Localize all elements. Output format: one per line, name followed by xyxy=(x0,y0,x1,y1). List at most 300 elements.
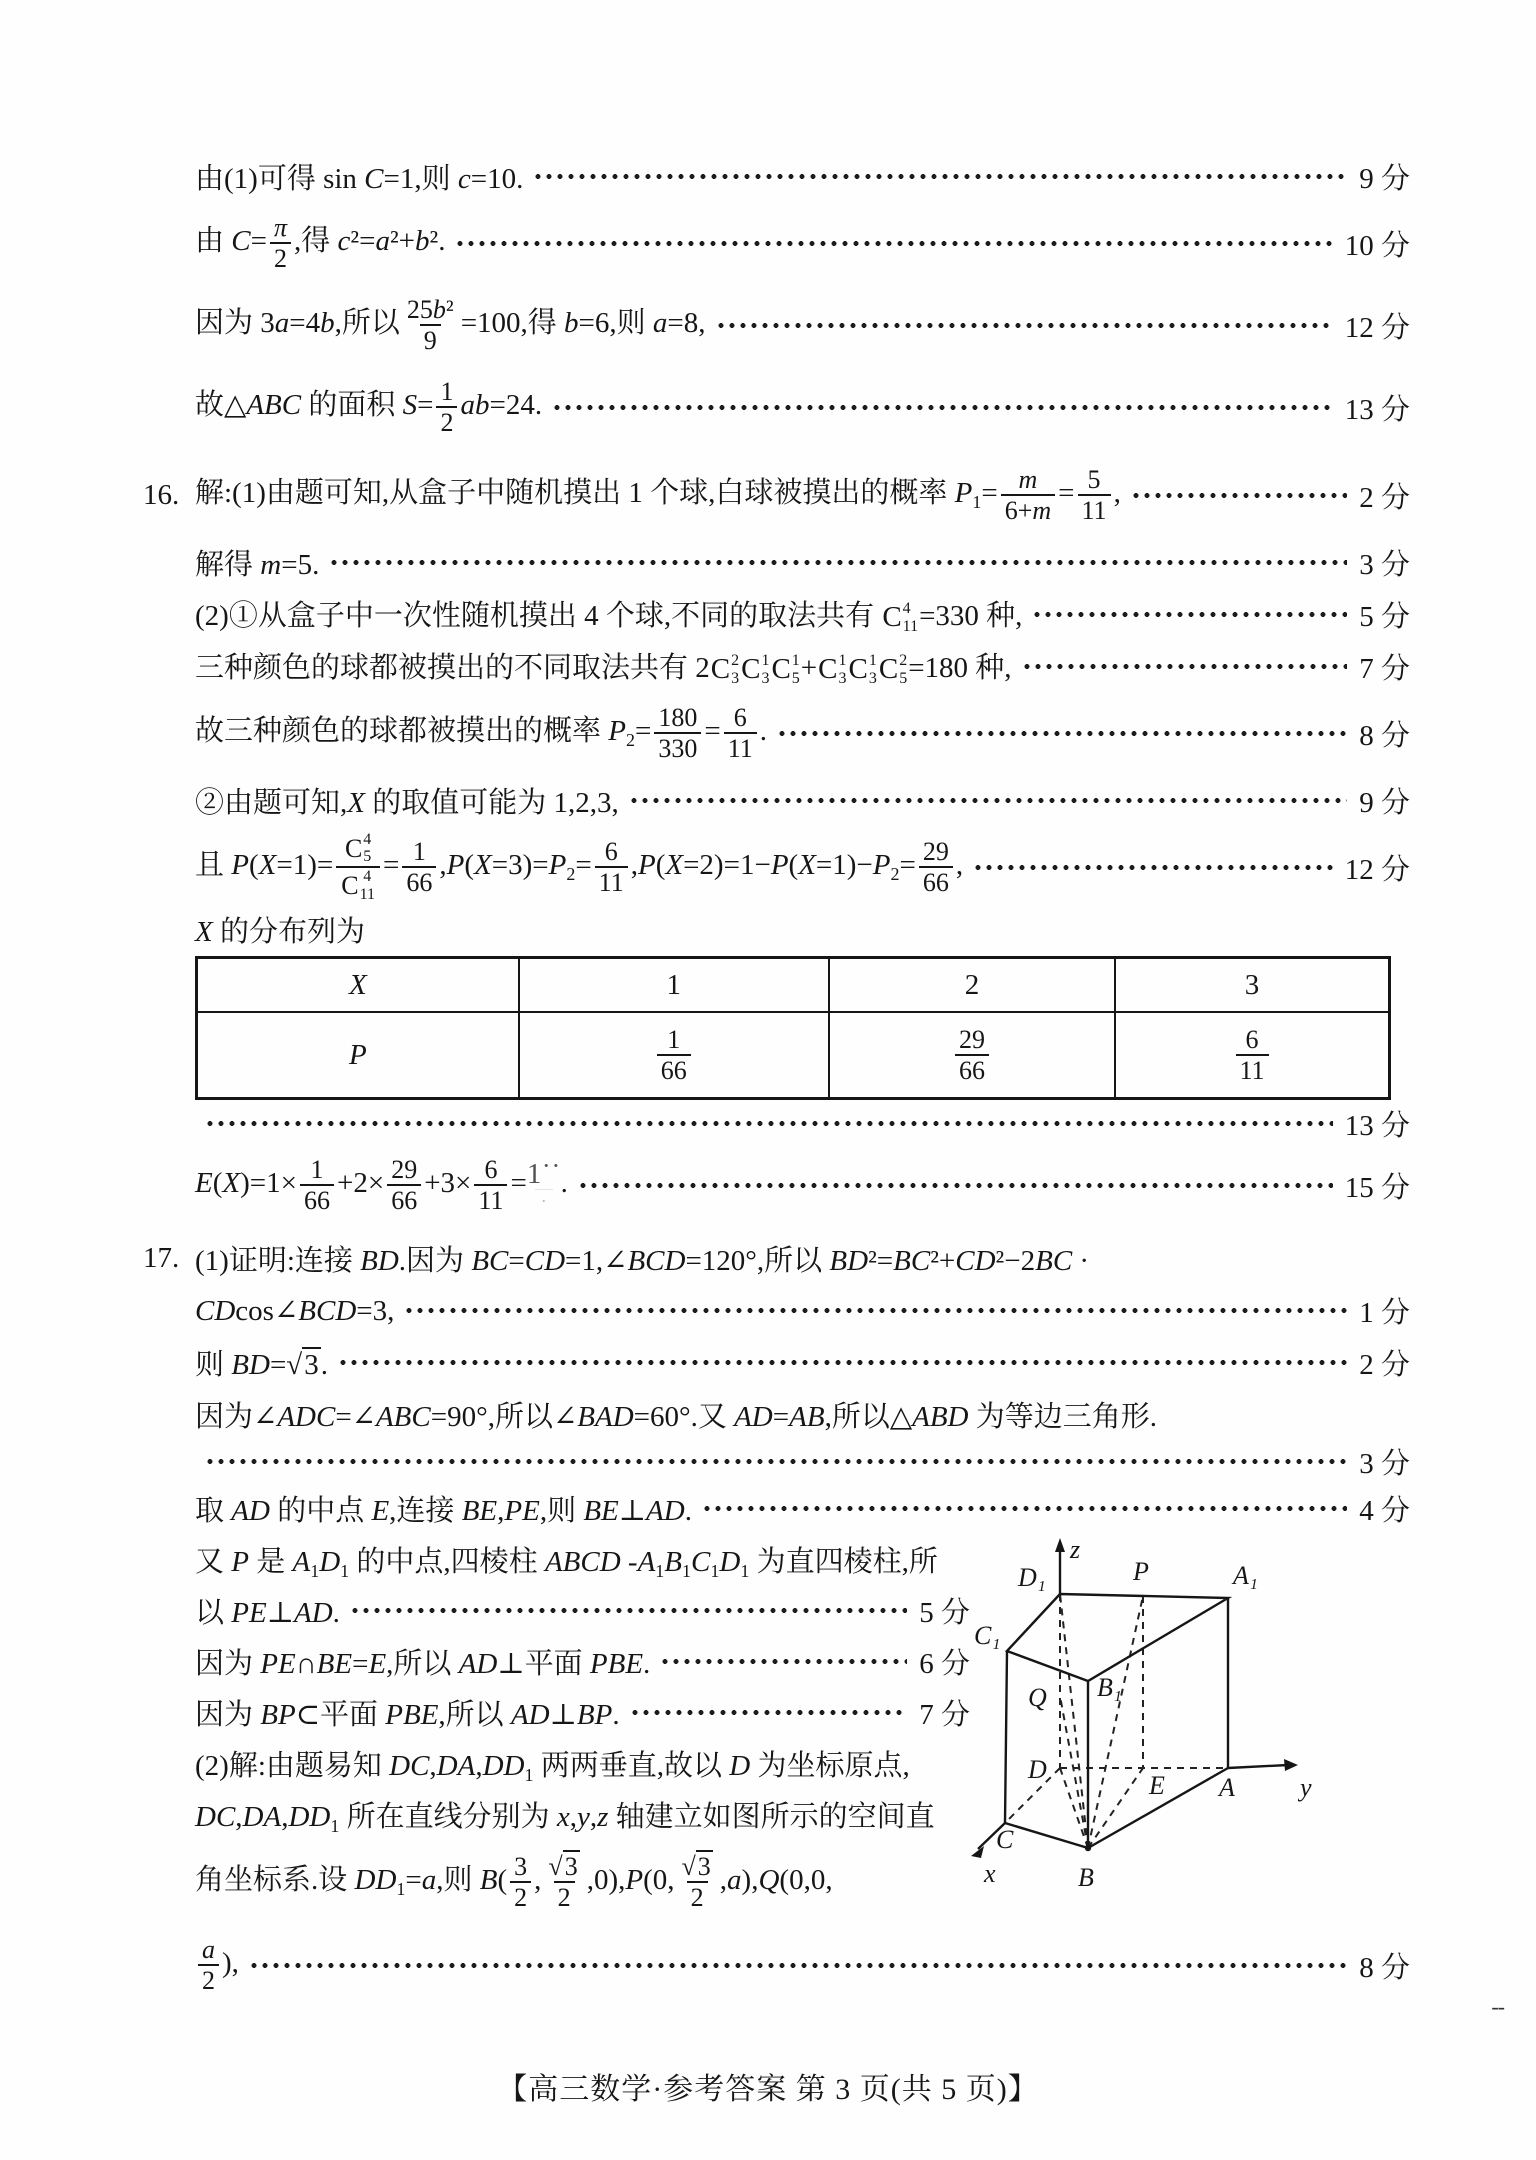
line-text: $DC,DA,DD_1$ 所在直线分别为 x,y,z 轴建立如图所示的空间直 xyxy=(195,1801,935,1836)
line-text: 三种颜色的球都被摸出的不同取法共有 2 C 2 3 C 1 3 C 1 5 + C 1 3 C 1 3 C 2 5 =180 种, xyxy=(195,651,1012,687)
line-text: 因为 3a=4b,所以 $\frac{\text{25b²}}{9}$ =100,得 b=6,则 a=8, xyxy=(195,294,706,355)
line-text: 因为 PE∩BE=E,所以 AD⊥平面 PBE. xyxy=(195,1648,651,1680)
answer-line xyxy=(195,908,1410,950)
subscript: 1 xyxy=(972,491,982,512)
fraction-numerator: 1 xyxy=(412,836,426,866)
math-var: ABC xyxy=(246,388,302,421)
dotted-leader xyxy=(552,403,1333,412)
subscript: 1 xyxy=(682,1561,692,1581)
fraction-denominator: 2 xyxy=(436,406,457,437)
question-number: 17. xyxy=(143,1241,180,1274)
fraction-numerator: 1 xyxy=(667,1024,681,1054)
fraction xyxy=(474,1155,507,1215)
vertex-label-c1: C₁ xyxy=(974,1621,1001,1650)
math-var: P xyxy=(954,476,973,509)
fraction-numerator: 1 xyxy=(440,376,454,406)
answer-line xyxy=(195,1144,1410,1226)
math-var: AD xyxy=(734,1400,773,1433)
combination-symbol: C 4 5 xyxy=(344,830,372,866)
math-var: DD xyxy=(288,1801,331,1833)
math-var: a xyxy=(202,1934,215,1964)
dotted-leader xyxy=(702,1504,1347,1513)
fraction-denominator: 11 xyxy=(595,866,628,897)
answer-line xyxy=(195,1585,970,1636)
dotted-leader xyxy=(1032,610,1347,619)
score-label: 10 分 xyxy=(1344,229,1410,262)
line-text: (2)解:由题易知 $DC,DA,DD_1$ 两两垂直,故以 D 为坐标原点, xyxy=(195,1750,910,1785)
score-label: 1 分 xyxy=(1359,1296,1410,1329)
fraction-denominator: 2 xyxy=(270,242,291,273)
math-var: BC xyxy=(471,1244,509,1277)
subscript: 1 xyxy=(740,1561,750,1581)
math-var: P xyxy=(231,1546,249,1578)
dotted-leader xyxy=(249,1961,1347,1970)
fraction xyxy=(654,703,701,763)
line-text: E(X)=1× $\frac{1}{66}$ +2× $\frac{29}{66}$ +3× $\frac{6}{11}$ = 1˙˙ · . xyxy=(195,1154,568,1215)
fraction-denominator xyxy=(336,866,380,903)
math-var: X xyxy=(348,968,367,1001)
math-var: y xyxy=(577,1801,590,1833)
dotted-leader xyxy=(716,321,1333,330)
line-text: 由(1)可得 sin C=1,则 c=10. xyxy=(195,162,524,195)
table-cell: 1 xyxy=(519,958,829,1013)
score-label: 5 分 xyxy=(919,1597,970,1629)
fraction-denominator: 2 xyxy=(554,1881,575,1912)
math-var: C xyxy=(231,224,251,257)
question-number: 16. xyxy=(143,478,180,511)
math-var: E xyxy=(368,1648,387,1680)
math-var: X xyxy=(665,848,684,881)
vertex-label-b: B xyxy=(1078,1863,1094,1892)
score-label: 12 分 xyxy=(1344,853,1410,886)
dotted-leader xyxy=(329,558,1347,567)
vertex-label-a1: A₁ xyxy=(1233,1561,1258,1590)
line-text: 且 P(X=1)= C 4 5 C 4 11 = $\frac{1}{66}$ $,P(X=3)=P_2=$ $\frac{6}{11}$ $,P(X=2)=1-P(X=1)-P_2=$ $\frac{29}{66}$ , xyxy=(195,830,964,903)
math-var: X xyxy=(347,786,365,819)
math-var: DC xyxy=(195,1801,236,1833)
score-label: 6 分 xyxy=(919,1648,970,1680)
math-var: PBE xyxy=(589,1648,644,1680)
vertex-label-q: Q xyxy=(1028,1683,1047,1712)
fraction-denominator: 2 xyxy=(687,1881,708,1912)
fraction-numerator: 29 xyxy=(922,836,949,866)
math-var: BC xyxy=(893,1244,931,1277)
subscript: 2 xyxy=(566,863,576,884)
math-var: A xyxy=(637,1546,656,1578)
vertex-label-c: C xyxy=(996,1825,1014,1854)
axis-label-x: x xyxy=(984,1859,996,1888)
math-var: P xyxy=(770,848,789,881)
math-var: c xyxy=(457,162,471,195)
math-var: AD xyxy=(458,1648,498,1680)
corner-mark: -- xyxy=(1491,1994,1504,2019)
answer-line xyxy=(195,1482,1410,1534)
math-var: PE xyxy=(260,1648,296,1680)
math-var: π xyxy=(273,212,287,242)
subscript: 1 xyxy=(310,1561,320,1581)
fraction-denominator: 11 xyxy=(724,732,757,763)
smudged-value: 1˙˙ · xyxy=(526,1158,561,1211)
math-var: a xyxy=(727,1863,742,1896)
x-axis-arrow xyxy=(971,1846,984,1858)
answer-line xyxy=(195,1738,970,1789)
table-row xyxy=(197,1012,1390,1099)
vertex-label-d: D xyxy=(1028,1755,1047,1784)
math-var: PE xyxy=(504,1494,540,1527)
math-var: BD xyxy=(360,1244,399,1277)
math-var: X xyxy=(798,848,816,881)
question-line xyxy=(143,1232,1410,1284)
math-var: P xyxy=(548,848,567,881)
fraction xyxy=(1236,1025,1269,1085)
math-var: CD xyxy=(524,1244,566,1277)
line-text: X 的分布列为 xyxy=(195,915,365,948)
y-axis-arrow xyxy=(1284,1759,1298,1771)
z-axis-arrow xyxy=(1055,1538,1065,1552)
score-label: 15 分 xyxy=(1344,1171,1410,1204)
math-var: X xyxy=(474,848,492,881)
line-text: 故△ABC 的面积 S= $\frac{1}{2}$ ab=24. xyxy=(195,376,543,437)
fraction xyxy=(678,1852,717,1912)
fraction-numerator: 25b² xyxy=(406,294,454,324)
math-var: AB xyxy=(789,1400,825,1433)
combination-symbol: C 2 5 xyxy=(878,652,908,687)
math-var: m xyxy=(260,548,282,581)
score-label: 7 分 xyxy=(919,1699,970,1731)
score-label: 2 分 xyxy=(1359,1348,1410,1381)
math-var: CD xyxy=(195,1294,236,1327)
line-text: 又 P 是 $A_1D_1$ 的中点,四棱柱 ABCD $-A_1B_1C_1D_1$ 为直四棱柱,所 xyxy=(195,1546,938,1581)
fraction xyxy=(544,1852,583,1912)
math-var: D xyxy=(719,1546,741,1578)
math-var: P xyxy=(348,1038,367,1071)
text-and-figure-columns xyxy=(195,1534,1410,1924)
math-var: E xyxy=(371,1494,390,1527)
subscript: 1 xyxy=(340,1561,350,1581)
fraction-denominator: 66 xyxy=(955,1054,989,1085)
subscript: 2 xyxy=(890,863,900,884)
answer-line xyxy=(195,366,1410,448)
dotted-leader xyxy=(1022,662,1348,671)
fraction xyxy=(1078,465,1111,525)
segment-b-p xyxy=(1088,1596,1143,1848)
line-text: 角坐标系.设 $DD_1=a$,则 B( $\frac{3}{2}$ , $\frac{√3}{2}$ ,0),P(0, $\frac{√3}{2}$ ,a),Q(0,0, xyxy=(195,1851,833,1912)
score-label: 3 分 xyxy=(1359,548,1410,581)
fraction-numerator: 6 xyxy=(484,1154,498,1184)
edge-c-b xyxy=(1005,1823,1088,1848)
math-var: b xyxy=(320,306,335,339)
math-var: BC xyxy=(1035,1244,1073,1277)
line-text: 以 PE⊥AD. xyxy=(195,1597,340,1629)
table-cell: 2 xyxy=(829,958,1115,1013)
answer-line xyxy=(195,640,1410,692)
segment-b-q xyxy=(1060,1696,1088,1848)
fraction-numerator: 5 xyxy=(1087,464,1101,494)
subscript: 1 xyxy=(524,1765,534,1785)
dotted-leader xyxy=(205,1457,1347,1466)
math-var: BCD xyxy=(298,1294,357,1327)
dotted-leader xyxy=(660,1657,907,1666)
math-var: E xyxy=(195,1166,213,1199)
fraction-numerator: 180 xyxy=(658,702,698,732)
dotted-leader xyxy=(455,239,1332,248)
table-cell xyxy=(197,958,519,1013)
line-text: 取 AD 的中点 E,连接 BE,PE,则 BE⊥AD. xyxy=(195,1494,692,1527)
math-var: BCD xyxy=(627,1244,686,1277)
fraction xyxy=(270,213,291,273)
math-var: P xyxy=(608,714,626,747)
math-var: AD xyxy=(231,1494,270,1527)
vertex-label-e: E xyxy=(1149,1771,1165,1800)
fraction-denominator: 11 xyxy=(1236,1054,1269,1085)
math-var: ABD xyxy=(912,1400,969,1433)
answer-line xyxy=(195,692,1410,774)
answer-line xyxy=(195,1388,1410,1440)
line-text: 由 C= $\frac{\pi}{2}$ ,得 c²=a²+b². xyxy=(195,212,446,273)
distribution-table xyxy=(195,956,1391,1100)
table-row xyxy=(197,958,1390,1013)
fraction xyxy=(403,295,458,355)
math-var: BD xyxy=(231,1348,270,1381)
answer-line xyxy=(195,826,1410,908)
math-var: C xyxy=(364,162,384,195)
fraction-denominator: 9 xyxy=(420,324,441,355)
answer-line xyxy=(195,774,1410,826)
math-var: X xyxy=(222,1166,241,1199)
dotted-leader xyxy=(777,729,1347,738)
math-var: BE xyxy=(583,1494,619,1527)
fraction xyxy=(336,831,380,903)
math-var: PE xyxy=(231,1597,267,1629)
combination-symbol: C 1 5 xyxy=(771,652,800,687)
question15-solution-tail xyxy=(195,150,1410,448)
score-label: 7 分 xyxy=(1359,652,1410,685)
math-var: B xyxy=(479,1863,498,1896)
score-label: 3 分 xyxy=(1359,1447,1410,1480)
prism-figure-svg xyxy=(970,1536,1400,1908)
dotted-leader xyxy=(630,1708,908,1717)
fraction-denominator: 6+m xyxy=(1001,494,1055,525)
math-var: DD xyxy=(354,1863,397,1896)
table-cell xyxy=(1115,1012,1389,1099)
score-label: 13 分 xyxy=(1344,393,1410,426)
table-cell xyxy=(197,1012,519,1099)
page-footer: 【高三数学·参考答案 第 3 页(共 5 页)】 xyxy=(497,2073,1039,2106)
dotted-leader xyxy=(973,863,1333,872)
line-text: 故三种颜色的球都被摸出的概率 $P_2=$ $\frac{180}{330}$ = $\frac{6}{11}$ . xyxy=(195,702,767,763)
fraction xyxy=(436,377,457,437)
math-var: ABC xyxy=(375,1400,431,1433)
math-var: DA xyxy=(436,1750,476,1782)
fraction-denominator: 66 xyxy=(657,1054,691,1085)
fraction xyxy=(300,1155,334,1215)
score-label: 5 分 xyxy=(1359,600,1410,633)
point-b-dot xyxy=(1085,1845,1091,1851)
fraction-numerator: 3 xyxy=(514,1851,528,1881)
fraction xyxy=(724,703,757,763)
line-text: 因为 BP⊂平面 PBE,所以 AD⊥BP. xyxy=(195,1699,620,1731)
fraction-numerator: 6 xyxy=(733,702,747,732)
line-text: 解得 m=5. xyxy=(195,548,320,581)
subscript: 1 xyxy=(396,1878,406,1899)
answer-line xyxy=(195,202,1410,284)
vertex-label-b1: B₁ xyxy=(1097,1673,1122,1702)
line-text: (2)①从盒子中一次性随机摸出 4 个球,不同的取法共有 C 4 11 =330 种, xyxy=(195,599,1023,635)
dotted-leader xyxy=(629,796,1347,805)
dotted-leader xyxy=(578,1181,1333,1190)
sqrt: √3 xyxy=(681,1851,711,1881)
score-label: 8 分 xyxy=(1359,1951,1410,1984)
dotted-leader xyxy=(338,1358,1347,1367)
answer-line xyxy=(195,1687,970,1738)
math-var: ADC xyxy=(277,1400,336,1433)
math-var: P xyxy=(872,848,891,881)
fraction-denominator: 11 xyxy=(1078,494,1111,525)
score-label: 4 分 xyxy=(1359,1494,1410,1527)
fraction-numerator xyxy=(198,1935,219,1964)
line-text: 因为∠ADC=∠ABC=90°,所以∠BAD=60°.又 AD=AB,所以△ABD 为等边三角形. xyxy=(195,1400,1158,1433)
math-var: c xyxy=(337,224,351,257)
line-text: 解:(1)由题可知,从盒子中随机摸出 1 个球,白球被摸出的概率 $P_1=$ $\frac{m}{6+m}$ = $\frac{5}{11}$ , xyxy=(195,464,1121,525)
math-var: D xyxy=(319,1546,341,1578)
math-var: b xyxy=(432,294,446,324)
fraction xyxy=(387,1155,421,1215)
math-var: AD xyxy=(510,1699,550,1731)
math-var: a xyxy=(274,306,290,339)
answer-line xyxy=(195,1840,970,1924)
table-cell xyxy=(519,1012,829,1099)
score-label: 9 分 xyxy=(1359,162,1410,195)
math-var: m xyxy=(1018,464,1038,494)
answer-line xyxy=(195,536,1410,588)
fraction-numerator xyxy=(678,1852,717,1881)
question-line xyxy=(143,454,1410,536)
answer-line xyxy=(195,1636,970,1687)
subscript: 1 xyxy=(655,1561,665,1581)
fraction-denominator: 11 xyxy=(474,1184,507,1215)
math-var: BP xyxy=(576,1699,613,1731)
fraction-denominator: 2 xyxy=(198,1964,219,1995)
math-var: a xyxy=(421,1863,437,1896)
answer-line xyxy=(195,588,1410,640)
table-cell xyxy=(829,1012,1115,1099)
prism-figure xyxy=(970,1534,1410,1908)
math-var: PBE xyxy=(385,1699,439,1731)
fraction-numerator: 29 xyxy=(391,1154,418,1184)
fraction xyxy=(919,837,953,897)
math-var: P xyxy=(625,1863,644,1896)
fraction-numerator xyxy=(340,831,376,866)
math-var: b xyxy=(564,306,579,339)
math-var: BE xyxy=(316,1648,353,1680)
line-text: CDcos∠BCD=3, xyxy=(195,1294,395,1327)
sqrt: √3 xyxy=(286,1348,319,1381)
question17-solution xyxy=(143,1232,1410,2006)
math-var: BE xyxy=(461,1494,498,1527)
math-var: BD xyxy=(829,1244,869,1277)
math-var: DC xyxy=(389,1750,430,1782)
edge-c1-c xyxy=(1005,1651,1007,1823)
combination-symbol: C 1 3 xyxy=(741,652,770,687)
score-label: 13 分 xyxy=(1344,1109,1410,1142)
fraction xyxy=(198,1935,219,1995)
fraction-numerator: 29 xyxy=(958,1024,985,1054)
answer-line xyxy=(195,284,1410,366)
dotted-leader xyxy=(1131,491,1347,500)
fraction-numerator xyxy=(544,1852,583,1881)
math-var: AD xyxy=(293,1597,333,1629)
line-text: $\frac{a}{2}$ ), xyxy=(195,1935,239,1995)
dotted-leader xyxy=(533,172,1347,181)
fraction xyxy=(402,837,436,897)
math-var: P xyxy=(637,848,656,881)
score-label: 8 分 xyxy=(1359,719,1410,752)
fraction xyxy=(595,837,628,897)
combination-symbol: C 1 3 xyxy=(818,652,847,687)
math-var: a xyxy=(652,306,668,339)
score-label: 12 分 xyxy=(1344,311,1410,344)
dotted-leader-line xyxy=(195,1440,1410,1482)
math-var: D xyxy=(729,1750,751,1782)
dotted-leader-line xyxy=(195,1102,1410,1144)
fraction-numerator: 6 xyxy=(1245,1024,1259,1054)
axis-label-y: y xyxy=(1300,1773,1312,1802)
vertex-label-p: P xyxy=(1133,1557,1149,1586)
fraction-denominator: 66 xyxy=(387,1184,421,1215)
combination-symbol: C 4 11 xyxy=(341,868,375,903)
math-var: X xyxy=(195,915,213,948)
answer-line xyxy=(195,1284,1410,1336)
fraction-denominator: 66 xyxy=(919,866,953,897)
fraction xyxy=(955,1025,989,1085)
math-var: m xyxy=(1032,496,1052,525)
fraction-denominator: 2 xyxy=(510,1881,531,1912)
combination-symbol: C 2 3 xyxy=(710,652,740,687)
score-label: 2 分 xyxy=(1359,481,1410,514)
math-var: z xyxy=(597,1801,609,1833)
combination-symbol: C 4 11 xyxy=(882,600,919,635)
fraction-numerator: 6 xyxy=(604,836,618,866)
fraction-denominator: 66 xyxy=(402,866,436,897)
line-text: ②由题可知,X 的取值可能为 1,2,3, xyxy=(195,786,619,819)
fraction-numerator xyxy=(270,213,291,242)
answer-line xyxy=(195,1534,970,1585)
math-var: CD xyxy=(955,1244,996,1277)
line-text: 则 BD=√3. xyxy=(195,1348,328,1381)
fraction xyxy=(1001,465,1055,525)
math-var: BP xyxy=(260,1699,296,1731)
math-var: X xyxy=(258,848,277,881)
subscript: 1 xyxy=(710,1561,720,1581)
answer-line xyxy=(195,1924,1410,2006)
top-face xyxy=(1007,1594,1228,1681)
score-label: 9 分 xyxy=(1359,786,1410,819)
math-var: b xyxy=(415,224,430,257)
math-var: P xyxy=(446,848,465,881)
dotted-leader xyxy=(205,1119,1333,1128)
fraction-numerator xyxy=(1015,465,1042,494)
math-var: x xyxy=(556,1801,570,1833)
vertex-label-a: A xyxy=(1219,1773,1235,1802)
line-text: (1)证明:连接 BD.因为 BC=CD=1,∠BCD=120°,所以 BD²=BC²+CD²−2BC · xyxy=(195,1244,1090,1277)
combination-symbol: C 1 3 xyxy=(848,652,877,687)
dotted-leader xyxy=(404,1306,1347,1315)
math-var: A xyxy=(292,1546,311,1578)
math-var: AD xyxy=(646,1494,685,1527)
vertex-label-d1: D₁ xyxy=(1018,1563,1046,1592)
math-var: C xyxy=(691,1546,711,1578)
fraction-numerator: 1 xyxy=(310,1154,324,1184)
